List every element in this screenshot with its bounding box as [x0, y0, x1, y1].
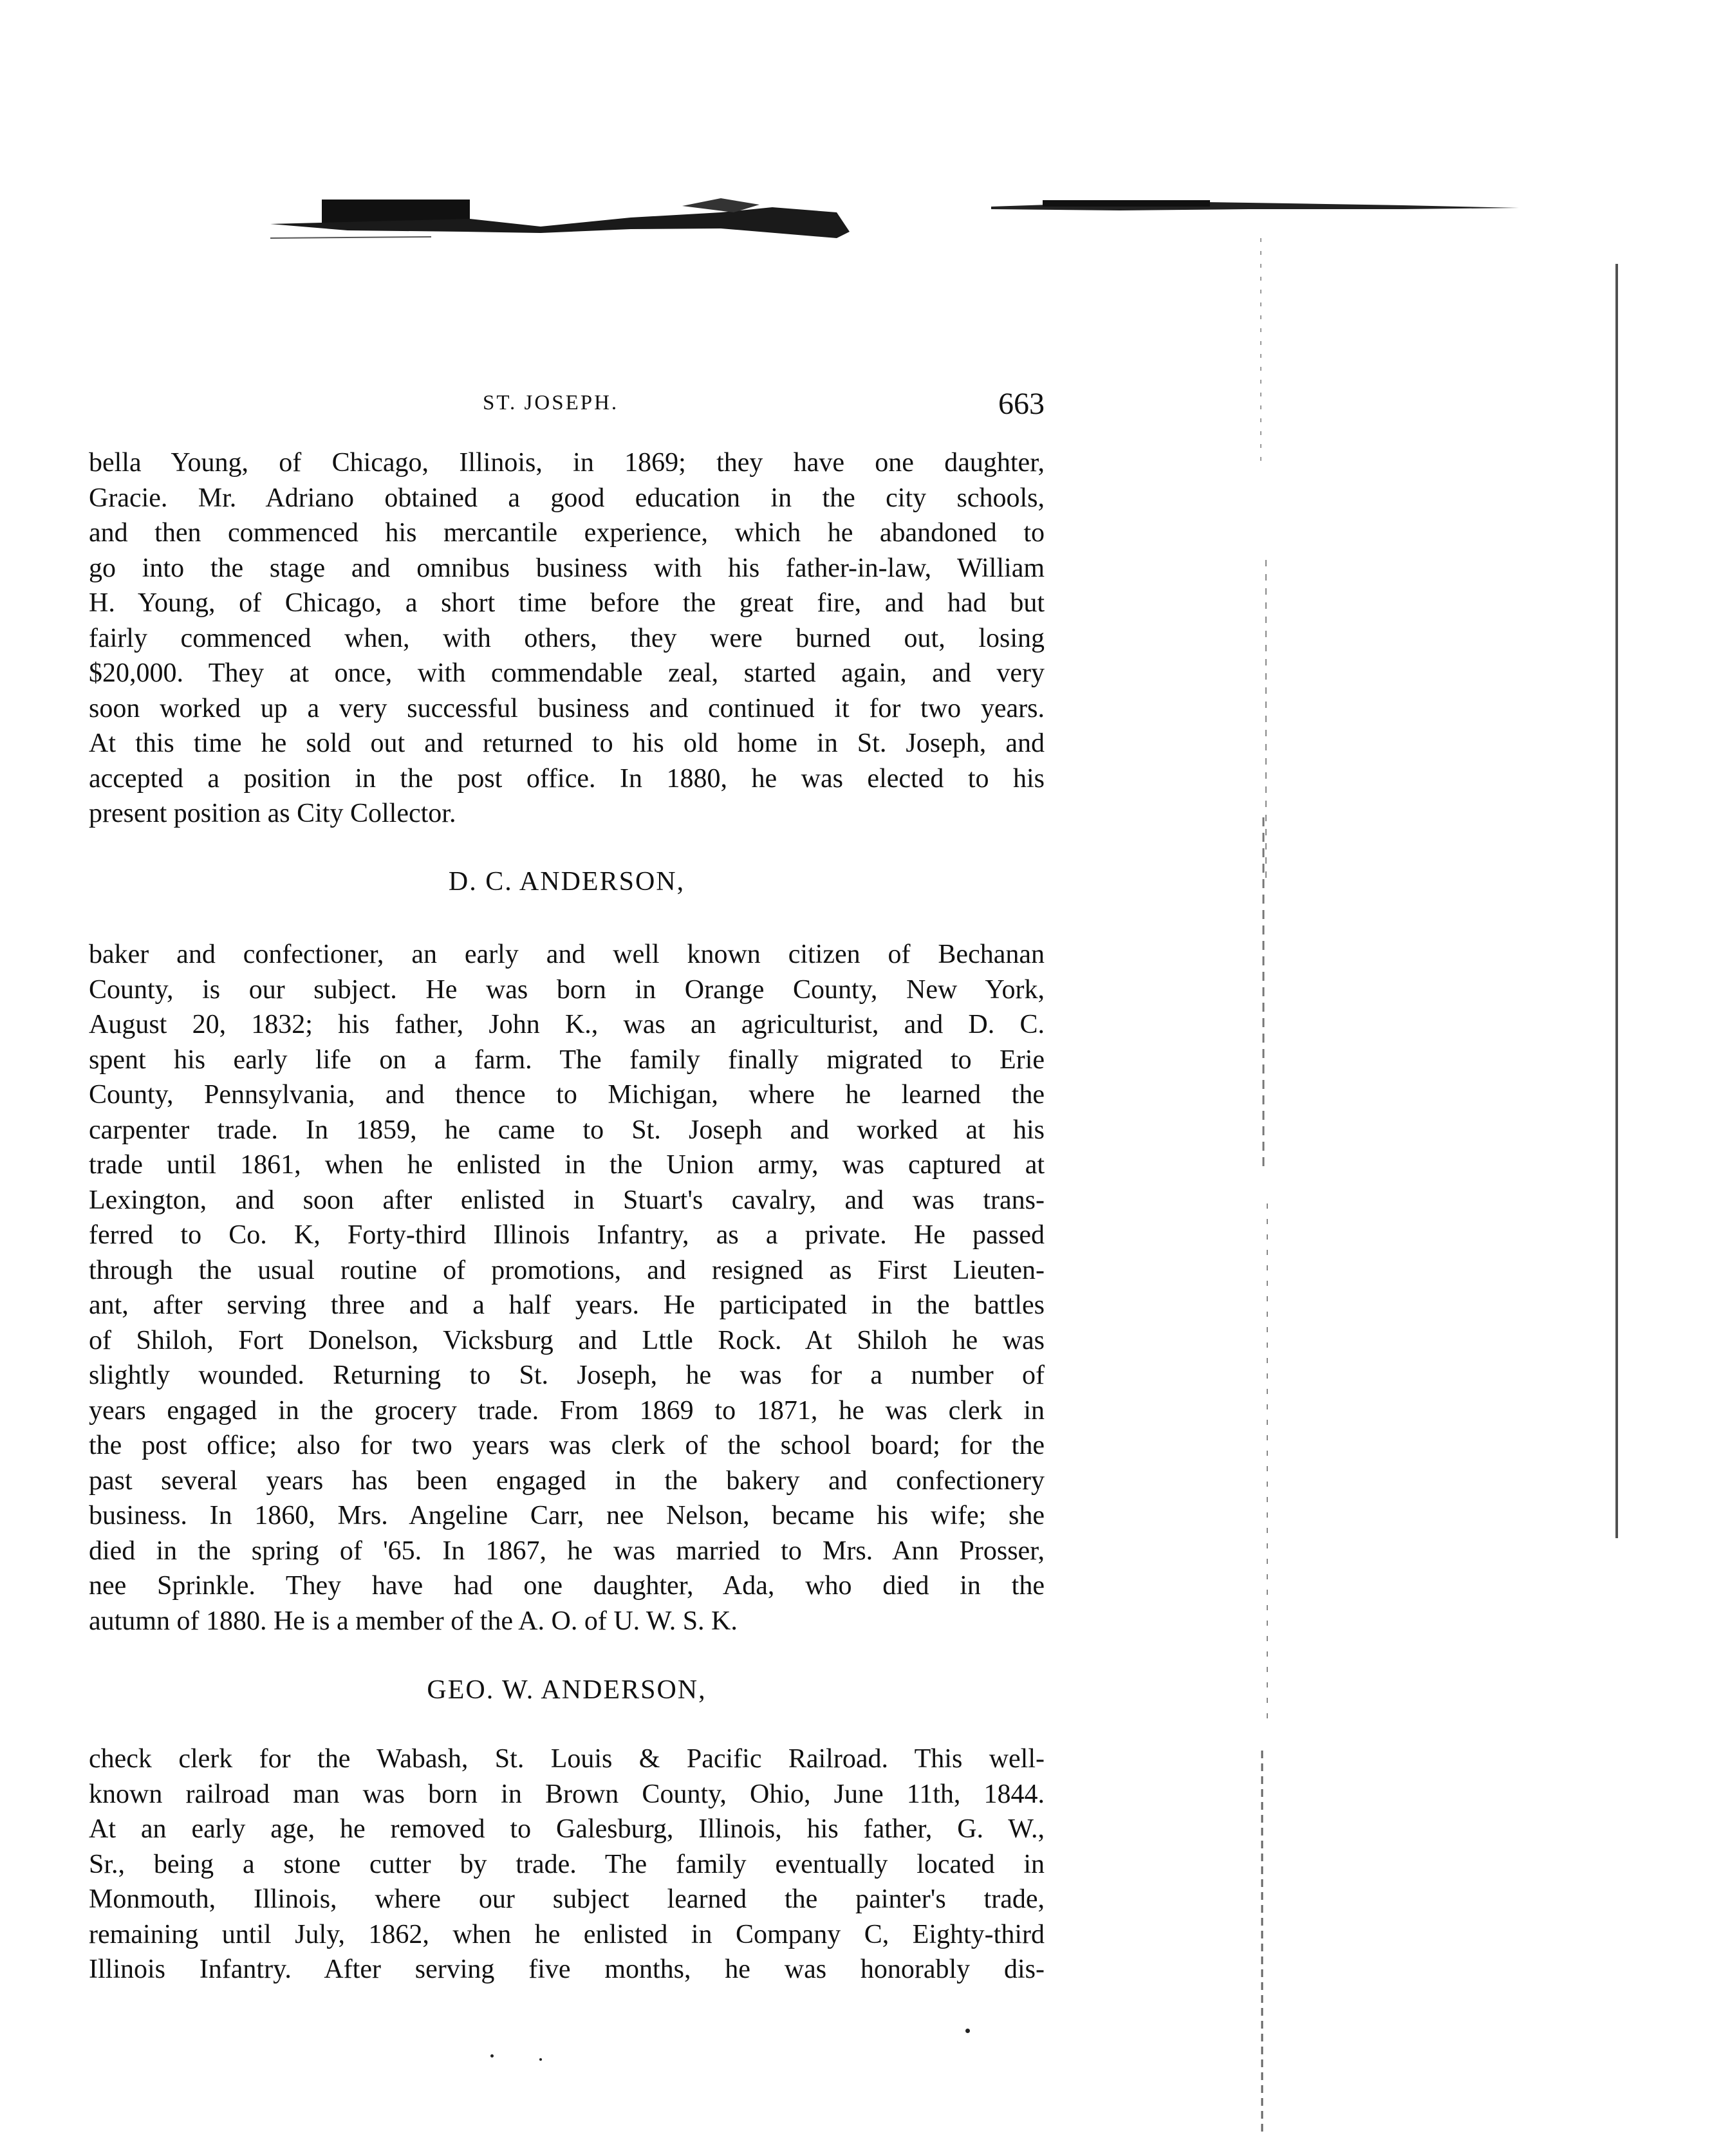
page-number: 663: [998, 387, 1045, 421]
text-line: soon worked up a very successful business and continued it for two years.: [89, 693, 1045, 723]
text-line: At this time he sold out and returned to his old home in St. Joseph, and: [89, 729, 1045, 758]
text-line: known railroad man was born in Brown County, Ohio, June 11th, 1844.: [89, 1779, 1045, 1809]
text-line: past several years has been engaged in the bakery and confectionery: [89, 1465, 1045, 1496]
text-line: bella Young, of Chicago, Illinois, in 1869; they have one daughter,: [89, 448, 1045, 478]
text-line: remaining until July, 1862, when he enlisted in Company C, Eighty-third: [89, 1919, 1045, 1949]
section-heading-dc-anderson: D. C. ANDERSON,: [448, 867, 685, 897]
paragraph-adriano: [89, 445, 1045, 832]
text-line: Sr., being a stone cutter by trade. The family eventually located in: [89, 1849, 1045, 1879]
text-line: and then commenced his mercantile experience, which he abandoned to: [89, 518, 1045, 548]
text-line: County, Pennsylvania, and thence to Michigan, where he learned the: [89, 1080, 1045, 1110]
text-line: slightly wounded. Returning to St. Joseph, he was for a number of: [89, 1361, 1045, 1390]
text-line: County, is our subject. He was born in Orange County, New York,: [89, 974, 1045, 1005]
text-line: ant, after serving three and a half years. He participated in the battles: [89, 1290, 1045, 1320]
text-line: carpenter trade. In 1859, he came to St. Joseph and worked at his: [89, 1115, 1045, 1145]
scan-smudge-right: [991, 196, 1519, 216]
text-line: Gracie. Mr. Adriano obtained a good education in the city schools,: [89, 483, 1045, 513]
text-line: go into the stage and omnibus business with his father-in-law, William: [89, 553, 1045, 583]
text-line: Illinois Infantry. After serving five months, he was honorably dis-: [89, 1955, 1045, 1984]
text-line: baker and confectioner, an early and well known citizen of Bechanan: [89, 940, 1045, 969]
text-line: H. Young, of Chicago, a short time before the great fire, and had but: [89, 588, 1045, 618]
section-heading-geo-anderson: GEO. W. ANDERSON,: [427, 1675, 707, 1705]
text-line: fairly commenced when, with others, they were burned out, losing: [89, 623, 1045, 653]
scan-speck: [965, 2029, 970, 2033]
scan-speck: [539, 2058, 542, 2061]
text-line: At an early age, he removed to Galesburg, Illinois, his father, G. W.,: [89, 1814, 1045, 1844]
text-line: through the usual routine of promotions, and resigned as First Lieuten-: [89, 1255, 1045, 1285]
scan-speck: [490, 2054, 494, 2058]
text-line: of Shiloh, Fort Donelson, Vicksburg and Lttle Rock. At Shiloh he was: [89, 1325, 1045, 1355]
text-line: Lexington, and soon after enlisted in Stuart's cavalry, and was trans-: [89, 1185, 1045, 1215]
text-line: the post office; also for two years was clerk of the school board; for the: [89, 1431, 1045, 1460]
text-line: August 20, 1832; his father, John K., was an agriculturist, and D. C.: [89, 1010, 1045, 1039]
text-line: spent his early life on a farm. The family finally migrated to Erie: [89, 1045, 1045, 1075]
scan-speckle-column: [1258, 238, 1278, 2137]
text-line: business. In 1860, Mrs. Angeline Carr, nee Nelson, became his wife; she: [89, 1501, 1045, 1530]
text-line: died in the spring of '65. In 1867, he was married to Mrs. Ann Prosser,: [89, 1536, 1045, 1566]
text-line: accepted a position in the post office. In 1880, he was elected to his: [89, 763, 1045, 794]
text-line: ferred to Co. K, Forty-third Illinois Infantry, as a private. He passed: [89, 1220, 1045, 1250]
text-line: Monmouth, Illinois, where our subject learned the painter's trade,: [89, 1884, 1045, 1914]
page-edge-line: [1615, 264, 1618, 1538]
running-head: [89, 386, 1045, 425]
text-line: check clerk for the Wabash, St. Louis & Pacific Railroad. This well-: [89, 1744, 1045, 1774]
text-line: years engaged in the grocery trade. From 1869 to 1871, he was clerk in: [89, 1395, 1045, 1426]
scan-smudge-left: [270, 193, 888, 245]
text-line: autumn of 1880. He is a member of the A. O. of U. W. S. K.: [89, 1606, 738, 1636]
text-line: trade until 1861, when he enlisted in the Union army, was captured at: [89, 1150, 1045, 1180]
text-line: $20,000. They at once, with commendable zeal, started again, and very: [89, 658, 1045, 688]
paragraph-dc-anderson: [89, 937, 1045, 1639]
text-line: present position as City Collector.: [89, 799, 456, 828]
paragraph-geo-anderson: [89, 1742, 1045, 1987]
text-line: nee Sprinkle. They have had one daughter, Ada, who died in the: [89, 1571, 1045, 1601]
running-head-title: ST. JOSEPH.: [483, 391, 619, 414]
